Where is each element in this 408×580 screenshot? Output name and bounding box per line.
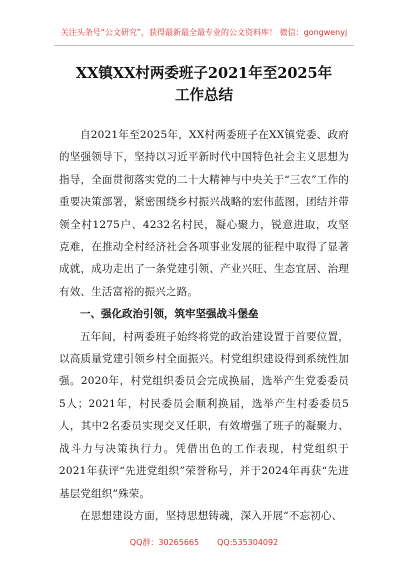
section-1-paragraph-2: 在思想建设方面，坚持思想铸魂，深入开展“不忘初心、 xyxy=(80,509,343,522)
document-title-line-2: 工作总结 xyxy=(175,87,233,104)
document-body xyxy=(59,124,349,527)
footer-contact xyxy=(0,537,408,548)
header-promo-note: 关注头条号“公文研究”，获得最新最全最专业的公文资料库！ 微信：gongwenyj xyxy=(60,28,348,37)
section-1-paragraph-1: 五年间，村两委班子始终将党的政治建设置于首要位置，以高质量党建引领乡村全面振兴。村党组织建设得到系统性加强。2020年，村党组织委员会完成换届，选举产生党委委员5人；2021年，村民委员会顺利换届，选举产生村委委员5人，其中2名委员实现交叉任职，有效增强了班子的凝聚力、战斗力与决策执行力。凭借出色的工作表现，村党组织于2021年获评“先进党组织”荣誉称号，并于2024年再获“先进基层党组织”殊荣。 xyxy=(59,330,349,500)
footer-qq-group: QQ群：30265665 xyxy=(129,538,200,547)
document-title-line-1: XX镇XX村两委班子2021年至2025年 xyxy=(75,65,333,82)
footer-qq: QQ:535304092 xyxy=(217,538,279,547)
intro-paragraph: 自2021年至2025年，XX村两委班子在XX镇党委、政府的坚强领导下，坚持以习近平新时代中国特色社会主义思想为指导，全面贯彻落实党的二十大精神与中央关于“三农”工作的重要决策部署，紧密围绕乡村振兴战略的宏伟蓝图，团结并带领全村1275户、4232名村民，凝心聚力，锐意进取，攻坚克难，在推动全村经济社会各项事业发展的征程中取得了显著成就，成功走出了一条党建引领、产业兴旺、生态宜居、治理有效、生活富裕的振兴之路。 xyxy=(59,129,349,298)
section-heading-1: 一、强化政治引领，筑牢坚强战斗堡垒 xyxy=(80,308,259,321)
header-divider xyxy=(54,45,354,46)
document-title xyxy=(40,63,368,107)
